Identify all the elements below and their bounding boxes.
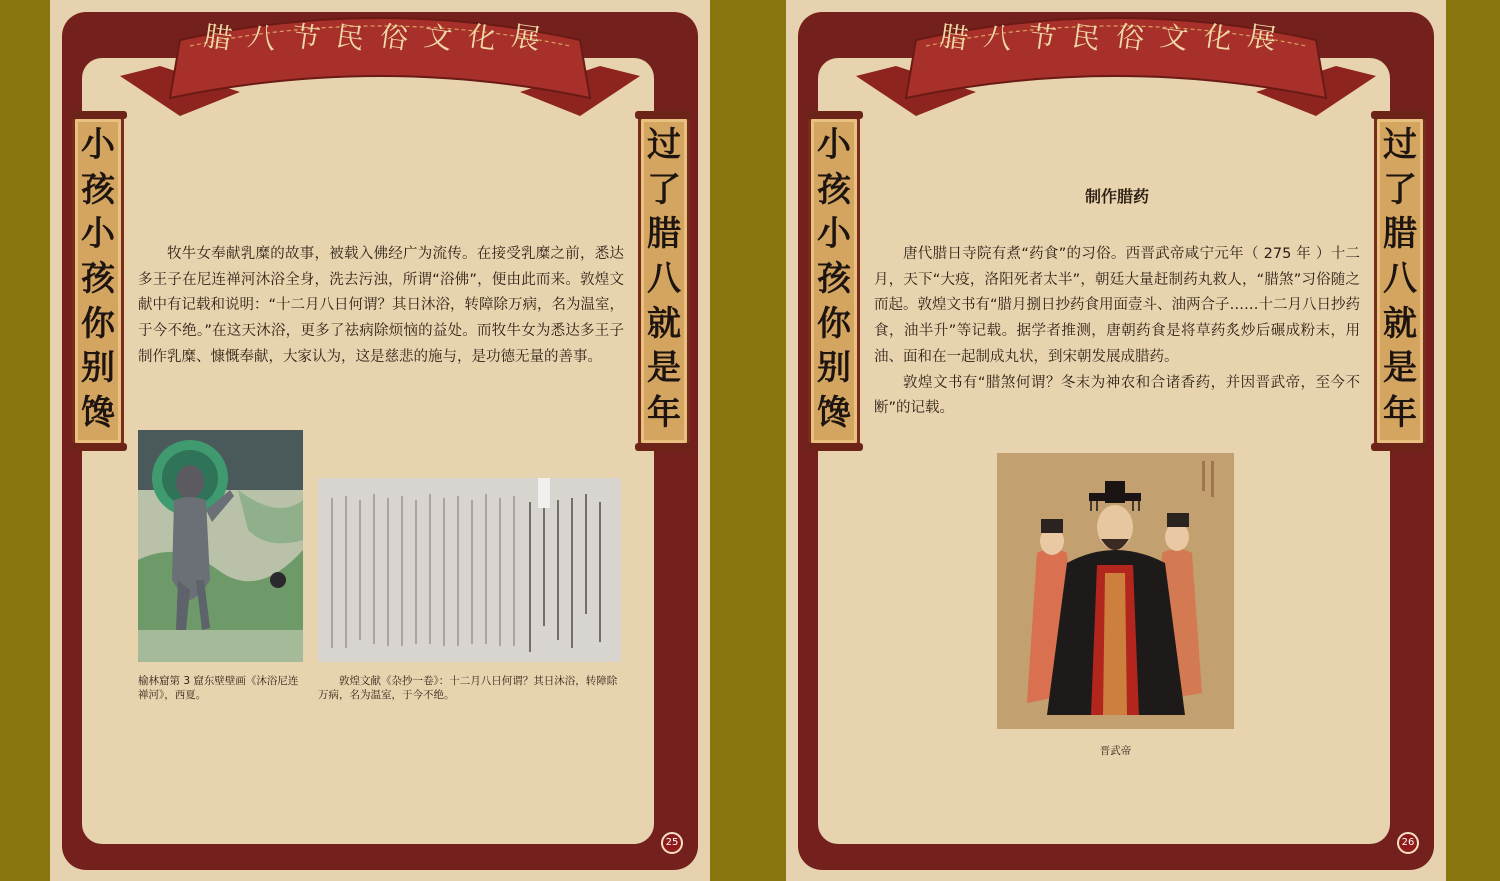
couplet-char: 小 [817,125,851,166]
couplet-char: 馋 [817,392,851,433]
banner-title [198,18,546,58]
banner-char: 展 [509,19,543,56]
right-couplet-scroll [638,116,690,446]
couplet-char: 就 [1383,303,1417,344]
mural-image [138,430,303,662]
banner-char: 八 [245,19,279,56]
left-couplet-scroll [808,116,860,446]
article-text [874,242,1360,422]
couplet-char: 腊 [1383,214,1417,255]
couplet-char: 过 [647,125,681,166]
couplet-char: 孩 [817,258,851,299]
couplet-char: 小 [81,214,115,255]
left-couplet-scroll [72,116,124,446]
couplet-char: 八 [1383,258,1417,299]
couplet-char: 年 [1383,392,1417,433]
article-text [138,242,624,371]
couplet-char: 年 [647,392,681,433]
banner-char: 节 [1025,19,1059,56]
banner-char: 民 [1069,19,1103,56]
banner-char: 俗 [1113,19,1147,56]
couplet-char: 小 [817,214,851,255]
right-page [786,0,1446,881]
banner-char: 化 [1201,19,1235,56]
couplet-char: 是 [1383,348,1417,389]
couplet-char: 是 [647,348,681,389]
article-paragraph: 牧牛女奉献乳糜的故事，被载入佛经广为流传。在接受乳糜之前，悉达多王子在尼连禅河沐浴全身，洗去污浊，所谓“浴佛”，便由此而来。敦煌文献中有记载和说明：“十二月八日何谓？其日沐浴，转障除万病，名为温室，于今不绝。”在这天沐浴，更多了祛病除烦恼的益处。而牧牛女为悉达多王子制作乳糜、慷慨奉献，大家认为，这是慈悲的施与，是功德无量的善事。 [138,246,625,365]
manuscript-caption: 敦煌文献《杂抄一卷》：十二月八日何谓？其日沐浴，转障除万病，名为温室，于今不绝。 [318,675,618,701]
couplet-char: 别 [81,348,115,389]
article-paragraph: 敦煌文书有“腊煞何谓？冬末为神农和合诸香药，并因晋武帝，至今不断”的记载。 [874,374,1360,417]
page-number: 25 [661,832,683,854]
couplet-char: 你 [81,303,115,344]
couplet-char: 过 [1383,125,1417,166]
banner-char: 腊 [201,19,235,56]
left-page [50,0,710,881]
article-paragraph: 唐代腊日寺院有煮“药食”的习俗。西晋武帝咸宁元年（ 275 年 ）十二月，天下“大疫，洛阳死者太半”，朝廷大量赶制药丸救人，“腊煞”习俗随之而起。敦煌文书有“腊月捌日抄药食用面壹斗、油两合子……十二月八日抄药食，油半升”等记载。据学者推测，唐朝药食是将草药炙炒后碾成粉末，用油、面和在一起制成丸状，到宋朝发展成腊药。 [874,246,1361,365]
couplet-char: 孩 [81,169,115,210]
couplet-char: 八 [647,258,681,299]
banner-char: 文 [1157,19,1191,56]
couplet-char: 腊 [647,214,681,255]
couplet-char: 小 [81,125,115,166]
couplet-char: 馋 [81,392,115,433]
emperor-portrait-image [997,453,1234,729]
portrait-caption: 晋武帝 [1099,745,1132,757]
couplet-char: 了 [647,169,681,210]
banner-char: 八 [981,19,1015,56]
banner-char: 节 [289,19,323,56]
banner-title [934,18,1282,58]
banner-char: 民 [333,19,367,56]
couplet-char: 你 [817,303,851,344]
couplet-char: 孩 [81,258,115,299]
page-number: 26 [1397,832,1419,854]
banner-char: 文 [421,19,455,56]
couplet-char: 孩 [817,169,851,210]
mural-caption: 榆林窟第 3 窟东壁壁画《沐浴尼连禅河》，西夏。 [138,675,299,701]
banner-char: 腊 [937,19,971,56]
banner-char: 俗 [377,19,411,56]
banner-char: 化 [465,19,499,56]
couplet-char: 就 [647,303,681,344]
manuscript-image [318,478,621,662]
couplet-char: 了 [1383,169,1417,210]
right-couplet-scroll [1374,116,1426,446]
section-heading: 制作腊药 [1084,187,1149,206]
couplet-char: 别 [817,348,851,389]
banner-char: 展 [1245,19,1279,56]
